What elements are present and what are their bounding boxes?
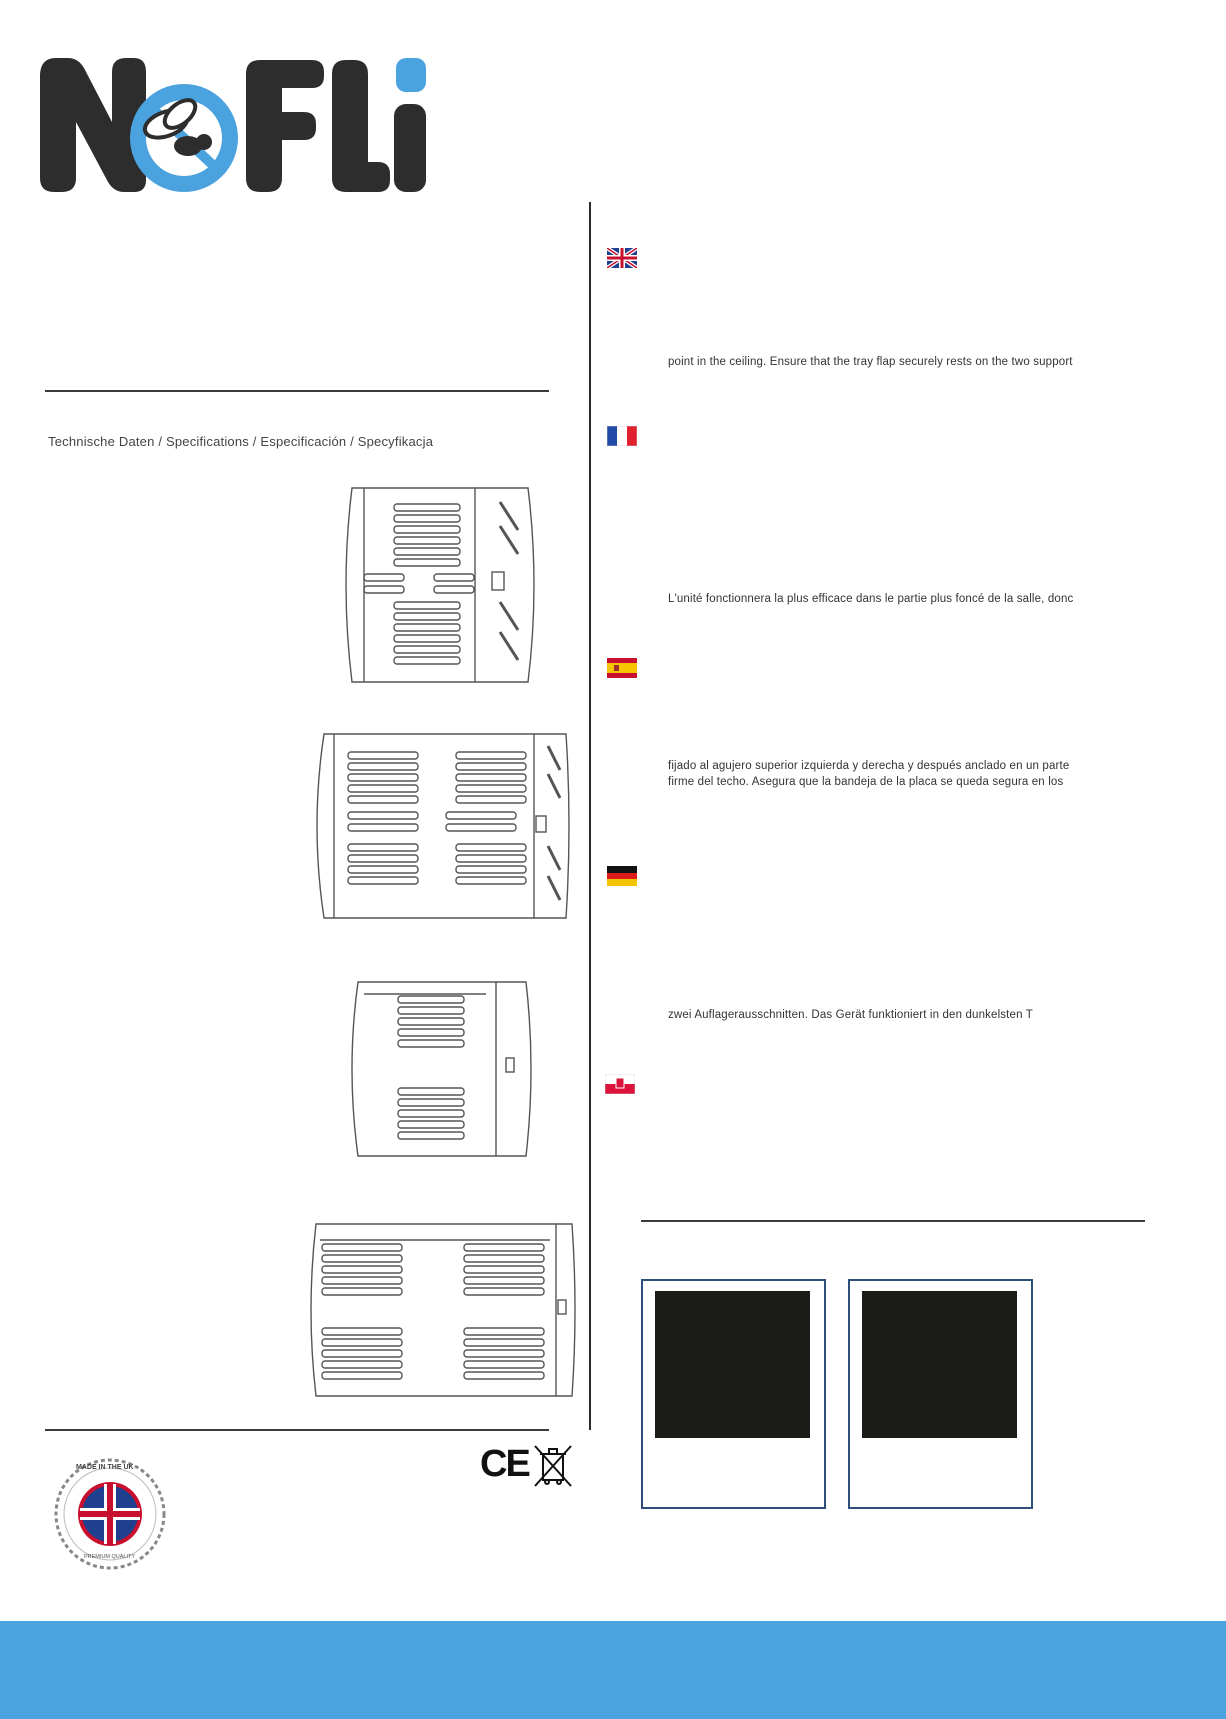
weee-bin-icon xyxy=(533,1444,573,1488)
made-in-uk-top-text: MADE IN THE UK xyxy=(76,1464,134,1471)
product-diagram-1 xyxy=(340,482,540,688)
photo-card-1 xyxy=(641,1279,826,1509)
poland-flag-icon xyxy=(605,1074,635,1094)
spain-text-line-1: fijado al agujero superior izquierda y derecha y después anclado en un parte xyxy=(668,760,1070,772)
photo-placeholder-2 xyxy=(862,1291,1017,1438)
specs-title: Technische Daten / Specifications / Especificación / Specyfikacja xyxy=(48,434,434,449)
product-diagram-2 xyxy=(308,726,572,926)
made-in-uk-bottom-text: PREMIUM QUALITY xyxy=(84,1554,136,1560)
ce-mark: CE xyxy=(480,1443,529,1485)
column-divider xyxy=(589,202,591,1430)
spain-text-line-2: firme del techo. Asegura que la bandeja de la placa se queda segura en los xyxy=(668,776,1064,788)
product-diagram-3 xyxy=(346,976,536,1162)
divider-bottom xyxy=(45,1429,549,1431)
uk-text-line-1: point in the ceiling. Ensure that the tray flap securely rests on the two support xyxy=(668,356,1073,368)
germany-text-line-1: zwei Auflagerausschnitten. Das Gerät funktioniert in den dunkelsten T xyxy=(668,1009,1033,1021)
nofli-logo xyxy=(38,52,428,202)
product-diagram-4 xyxy=(306,1218,578,1402)
photo-placeholder-1 xyxy=(655,1291,810,1438)
made-in-uk-badge xyxy=(54,1458,166,1570)
divider-top xyxy=(45,390,549,392)
footer-bar xyxy=(0,1621,1226,1719)
uk-flag-icon xyxy=(607,248,637,268)
france-flag-icon xyxy=(607,426,637,446)
divider-right xyxy=(641,1220,1145,1222)
france-text-line-1: L'unité fonctionnera la plus efficace dans le partie plus foncé de la salle, donc xyxy=(668,593,1074,605)
germany-flag-icon xyxy=(607,866,637,886)
spain-flag-icon xyxy=(607,658,637,678)
photo-card-2 xyxy=(848,1279,1033,1509)
